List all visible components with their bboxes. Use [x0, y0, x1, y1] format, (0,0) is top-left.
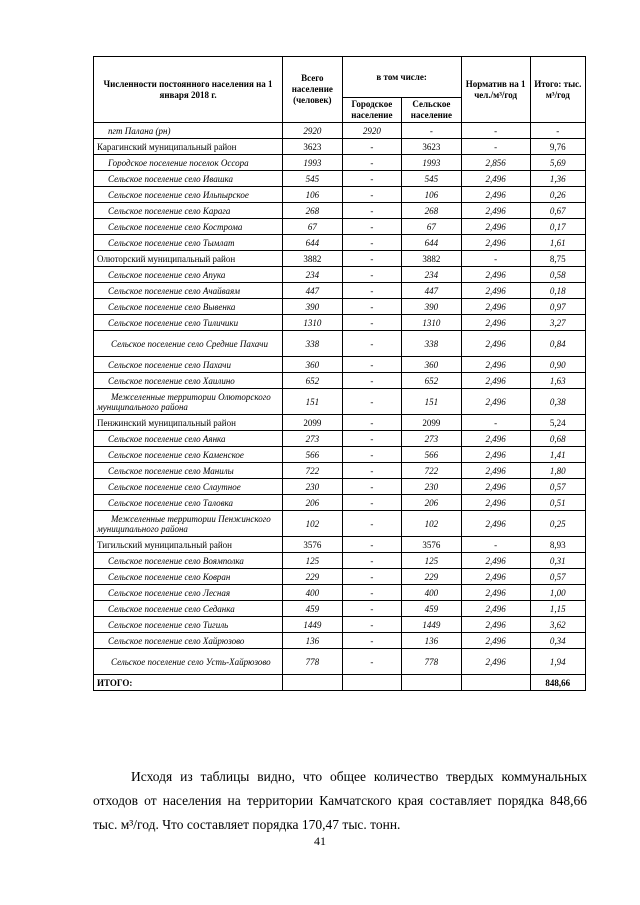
table-row	[94, 633, 586, 649]
cell-name: Межселенные территории Олюторского муниципального района	[94, 389, 283, 415]
cell-rural: 3882	[402, 251, 462, 267]
cell-norm: 2,496	[461, 235, 530, 251]
summary-paragraph	[93, 765, 587, 837]
cell-total: 1449	[283, 617, 343, 633]
cell-name: Сельское поселение село Средние Пахачи	[94, 331, 283, 357]
cell-urban: 2920	[342, 123, 402, 139]
cell-urban: -	[342, 537, 402, 553]
table-body	[94, 123, 586, 691]
table-row	[94, 585, 586, 601]
cell-urban: -	[342, 617, 402, 633]
table-row	[94, 123, 586, 139]
cell-rural: 206	[402, 495, 462, 511]
cell-result: 1,63	[530, 373, 585, 389]
cell-total: 229	[283, 569, 343, 585]
cell-urban: -	[342, 331, 402, 357]
cell-total	[283, 675, 343, 691]
cell-result: 848,66	[530, 675, 585, 691]
cell-urban: -	[342, 235, 402, 251]
cell-norm: 2,496	[461, 187, 530, 203]
cell-rural: 778	[402, 649, 462, 675]
cell-rural: 360	[402, 357, 462, 373]
cell-rural: 447	[402, 283, 462, 299]
cell-urban: -	[342, 219, 402, 235]
cell-norm: 2,496	[461, 495, 530, 511]
table-row	[94, 447, 586, 463]
header-norm: Норматив на 1 чел./м³/год	[461, 57, 530, 123]
cell-total: 545	[283, 171, 343, 187]
table-row	[94, 569, 586, 585]
cell-norm: -	[461, 415, 530, 431]
cell-urban	[342, 675, 402, 691]
cell-total: 67	[283, 219, 343, 235]
cell-total: 230	[283, 479, 343, 495]
cell-norm: 2,496	[461, 331, 530, 357]
cell-rural: 1310	[402, 315, 462, 331]
table-row	[94, 203, 586, 219]
cell-urban: -	[342, 171, 402, 187]
cell-total: 151	[283, 389, 343, 415]
table-row	[94, 357, 586, 373]
cell-result: 0,58	[530, 267, 585, 283]
cell-result: 0,67	[530, 203, 585, 219]
cell-name: пгт Палана (рн)	[94, 123, 283, 139]
cell-result: 5,69	[530, 155, 585, 171]
cell-rural: 338	[402, 331, 462, 357]
cell-result: 0,25	[530, 511, 585, 537]
cell-rural: 125	[402, 553, 462, 569]
table-row	[94, 219, 586, 235]
cell-urban: -	[342, 553, 402, 569]
cell-total: 206	[283, 495, 343, 511]
cell-total: 1310	[283, 315, 343, 331]
cell-result: 1,00	[530, 585, 585, 601]
cell-urban: -	[342, 431, 402, 447]
header-rural: Сельское население	[402, 98, 462, 123]
cell-total: 2920	[283, 123, 343, 139]
cell-name: Сельское поселение село Тымлат	[94, 235, 283, 251]
cell-total: 3623	[283, 139, 343, 155]
cell-norm: 2,496	[461, 267, 530, 283]
cell-urban: -	[342, 267, 402, 283]
cell-norm: 2,496	[461, 585, 530, 601]
cell-rural: 67	[402, 219, 462, 235]
table-row	[94, 601, 586, 617]
cell-norm: -	[461, 139, 530, 155]
cell-result: 3,27	[530, 315, 585, 331]
cell-name: Карагинский муниципальный район	[94, 139, 283, 155]
cell-name: Сельское поселение село Тигиль	[94, 617, 283, 633]
cell-urban: -	[342, 585, 402, 601]
cell-name: Сельское поселение село Вывенка	[94, 299, 283, 315]
table-row	[94, 463, 586, 479]
table-row	[94, 283, 586, 299]
cell-result: 1,15	[530, 601, 585, 617]
cell-name: Сельское поселение село Усть-Хайрюзово	[94, 649, 283, 675]
cell-urban: -	[342, 511, 402, 537]
header-population: Численности постоянного населения на 1 января 2018 г.	[94, 57, 283, 123]
cell-urban: -	[342, 139, 402, 155]
cell-urban: -	[342, 315, 402, 331]
cell-name: Сельское поселение село Воямполка	[94, 553, 283, 569]
cell-rural: 459	[402, 601, 462, 617]
cell-norm: 2,496	[461, 569, 530, 585]
cell-result: 1,36	[530, 171, 585, 187]
cell-result: 1,41	[530, 447, 585, 463]
table-row	[94, 537, 586, 553]
waste-table	[93, 56, 586, 691]
cell-name: Олюторский муниципальный район	[94, 251, 283, 267]
cell-total: 273	[283, 431, 343, 447]
cell-total: 400	[283, 585, 343, 601]
table-row	[94, 235, 586, 251]
cell-result: 0,84	[530, 331, 585, 357]
page-number: 41	[314, 834, 326, 848]
cell-name: Тигильский муниципальный район	[94, 537, 283, 553]
cell-rural: 545	[402, 171, 462, 187]
cell-result: 0,17	[530, 219, 585, 235]
table-row	[94, 617, 586, 633]
cell-norm: 2,496	[461, 357, 530, 373]
cell-urban: -	[342, 415, 402, 431]
cell-result: 0,90	[530, 357, 585, 373]
cell-urban: -	[342, 447, 402, 463]
cell-rural: 652	[402, 373, 462, 389]
cell-result: -	[530, 123, 585, 139]
cell-name: Сельское поселение село Таловка	[94, 495, 283, 511]
cell-norm: -	[461, 537, 530, 553]
cell-norm: 2,496	[461, 389, 530, 415]
cell-norm: 2,496	[461, 479, 530, 495]
cell-name: Сельское поселение село Ачайваям	[94, 283, 283, 299]
cell-name: Сельское поселение село Ковран	[94, 569, 283, 585]
table-row	[94, 139, 586, 155]
cell-name: Сельское поселение село Аянка	[94, 431, 283, 447]
cell-name: Сельское поселение село Апука	[94, 267, 283, 283]
cell-norm: 2,856	[461, 155, 530, 171]
cell-urban: -	[342, 299, 402, 315]
cell-total: 360	[283, 357, 343, 373]
cell-rural: 3576	[402, 537, 462, 553]
cell-norm: 2,496	[461, 315, 530, 331]
cell-rural: 230	[402, 479, 462, 495]
cell-rural: 151	[402, 389, 462, 415]
cell-urban: -	[342, 373, 402, 389]
cell-total: 459	[283, 601, 343, 617]
cell-norm: 2,496	[461, 511, 530, 537]
cell-rural	[402, 675, 462, 691]
cell-norm: 2,496	[461, 373, 530, 389]
cell-urban: -	[342, 203, 402, 219]
summary-text: Исходя из таблицы видно, что общее количество твердых коммунальных отходов от населения на территории Камчатского края составляет порядка 848,66 тыс. м³/год. Что составляет порядка 170,47 тыс. тонн.	[93, 769, 587, 832]
cell-rural: 1993	[402, 155, 462, 171]
cell-urban: -	[342, 569, 402, 585]
cell-rural: 400	[402, 585, 462, 601]
cell-name: Городское поселение поселок Оссора	[94, 155, 283, 171]
cell-name: Сельское поселение село Пахачи	[94, 357, 283, 373]
cell-result: 3,62	[530, 617, 585, 633]
cell-name: Пенжинский муниципальный район	[94, 415, 283, 431]
cell-total: 125	[283, 553, 343, 569]
cell-result: 9,76	[530, 139, 585, 155]
cell-norm: 2,496	[461, 553, 530, 569]
cell-total: 338	[283, 331, 343, 357]
cell-urban: -	[342, 187, 402, 203]
table-row	[94, 649, 586, 675]
header-urban: Городское население	[342, 98, 402, 123]
cell-norm: 2,496	[461, 617, 530, 633]
cell-rural: 566	[402, 447, 462, 463]
cell-urban: -	[342, 155, 402, 171]
table-row	[94, 479, 586, 495]
cell-total: 268	[283, 203, 343, 219]
cell-result: 0,68	[530, 431, 585, 447]
cell-result: 0,57	[530, 569, 585, 585]
cell-norm: 2,496	[461, 601, 530, 617]
cell-rural: -	[402, 123, 462, 139]
table-row	[94, 495, 586, 511]
table-row	[94, 171, 586, 187]
cell-result: 8,75	[530, 251, 585, 267]
cell-result: 0,26	[530, 187, 585, 203]
cell-rural: 136	[402, 633, 462, 649]
cell-norm: 2,496	[461, 283, 530, 299]
cell-total: 652	[283, 373, 343, 389]
cell-urban: -	[342, 389, 402, 415]
cell-total: 390	[283, 299, 343, 315]
table-row	[94, 155, 586, 171]
cell-urban: -	[342, 357, 402, 373]
cell-norm: 2,496	[461, 649, 530, 675]
table-row	[94, 389, 586, 415]
cell-norm: 2,496	[461, 463, 530, 479]
cell-rural: 273	[402, 431, 462, 447]
cell-result: 0,57	[530, 479, 585, 495]
cell-rural: 106	[402, 187, 462, 203]
cell-total: 566	[283, 447, 343, 463]
cell-urban: -	[342, 251, 402, 267]
cell-result: 1,80	[530, 463, 585, 479]
cell-result: 0,31	[530, 553, 585, 569]
table-row	[94, 187, 586, 203]
table-row	[94, 431, 586, 447]
cell-urban: -	[342, 495, 402, 511]
cell-norm: 2,496	[461, 633, 530, 649]
cell-name: Сельское поселение село Хаилино	[94, 373, 283, 389]
cell-rural: 102	[402, 511, 462, 537]
cell-total: 644	[283, 235, 343, 251]
cell-name: Сельское поселение село Каменское	[94, 447, 283, 463]
cell-norm: -	[461, 123, 530, 139]
cell-total: 2099	[283, 415, 343, 431]
table-row	[94, 511, 586, 537]
cell-total: 3882	[283, 251, 343, 267]
table-row	[94, 373, 586, 389]
cell-norm	[461, 675, 530, 691]
cell-rural: 1449	[402, 617, 462, 633]
cell-urban: -	[342, 633, 402, 649]
table-row	[94, 331, 586, 357]
cell-result: 5,24	[530, 415, 585, 431]
cell-total: 102	[283, 511, 343, 537]
cell-rural: 268	[402, 203, 462, 219]
table-row	[94, 315, 586, 331]
cell-urban: -	[342, 649, 402, 675]
cell-norm: 2,496	[461, 171, 530, 187]
cell-rural: 234	[402, 267, 462, 283]
cell-total: 136	[283, 633, 343, 649]
cell-rural: 390	[402, 299, 462, 315]
cell-name: Сельское поселение село Лесная	[94, 585, 283, 601]
cell-result: 8,93	[530, 537, 585, 553]
cell-total: 234	[283, 267, 343, 283]
header-result: Итого: тыс. м³/год	[530, 57, 585, 123]
cell-result: 1,94	[530, 649, 585, 675]
cell-norm: 2,496	[461, 431, 530, 447]
table-row	[94, 415, 586, 431]
cell-rural: 3623	[402, 139, 462, 155]
cell-total: 778	[283, 649, 343, 675]
cell-total: 447	[283, 283, 343, 299]
cell-name: Сельское поселение село Тиличики	[94, 315, 283, 331]
cell-name: Сельское поселение село Седанка	[94, 601, 283, 617]
cell-name: Сельское поселение село Карага	[94, 203, 283, 219]
cell-rural: 722	[402, 463, 462, 479]
cell-rural: 2099	[402, 415, 462, 431]
cell-result: 0,51	[530, 495, 585, 511]
cell-total: 106	[283, 187, 343, 203]
cell-name: Межселенные территории Пенжинского муниципального района	[94, 511, 283, 537]
cell-result: 0,38	[530, 389, 585, 415]
cell-name: ИТОГО:	[94, 675, 283, 691]
header-total: Всего население (человек)	[283, 57, 343, 123]
header-including: в том числе:	[342, 57, 461, 98]
cell-urban: -	[342, 283, 402, 299]
cell-result: 0,18	[530, 283, 585, 299]
cell-rural: 229	[402, 569, 462, 585]
table-row	[94, 267, 586, 283]
cell-name: Сельское поселение село Слаутное	[94, 479, 283, 495]
cell-urban: -	[342, 463, 402, 479]
cell-norm: 2,496	[461, 203, 530, 219]
cell-norm: 2,496	[461, 447, 530, 463]
table-row	[94, 251, 586, 267]
cell-total: 3576	[283, 537, 343, 553]
cell-name: Сельское поселение село Манилы	[94, 463, 283, 479]
table-row	[94, 553, 586, 569]
table-row	[94, 675, 586, 691]
cell-total: 722	[283, 463, 343, 479]
cell-name: Сельское поселение село Кострома	[94, 219, 283, 235]
cell-norm: 2,496	[461, 219, 530, 235]
cell-name: Сельское поселение село Хайрюзово	[94, 633, 283, 649]
cell-norm: -	[461, 251, 530, 267]
cell-rural: 644	[402, 235, 462, 251]
cell-urban: -	[342, 479, 402, 495]
cell-result: 0,97	[530, 299, 585, 315]
cell-name: Сельское поселение село Ильпырское	[94, 187, 283, 203]
table-row	[94, 299, 586, 315]
cell-result: 1,61	[530, 235, 585, 251]
cell-norm: 2,496	[461, 299, 530, 315]
cell-result: 0,34	[530, 633, 585, 649]
cell-urban: -	[342, 601, 402, 617]
cell-name: Сельское поселение село Ивашка	[94, 171, 283, 187]
cell-total: 1993	[283, 155, 343, 171]
